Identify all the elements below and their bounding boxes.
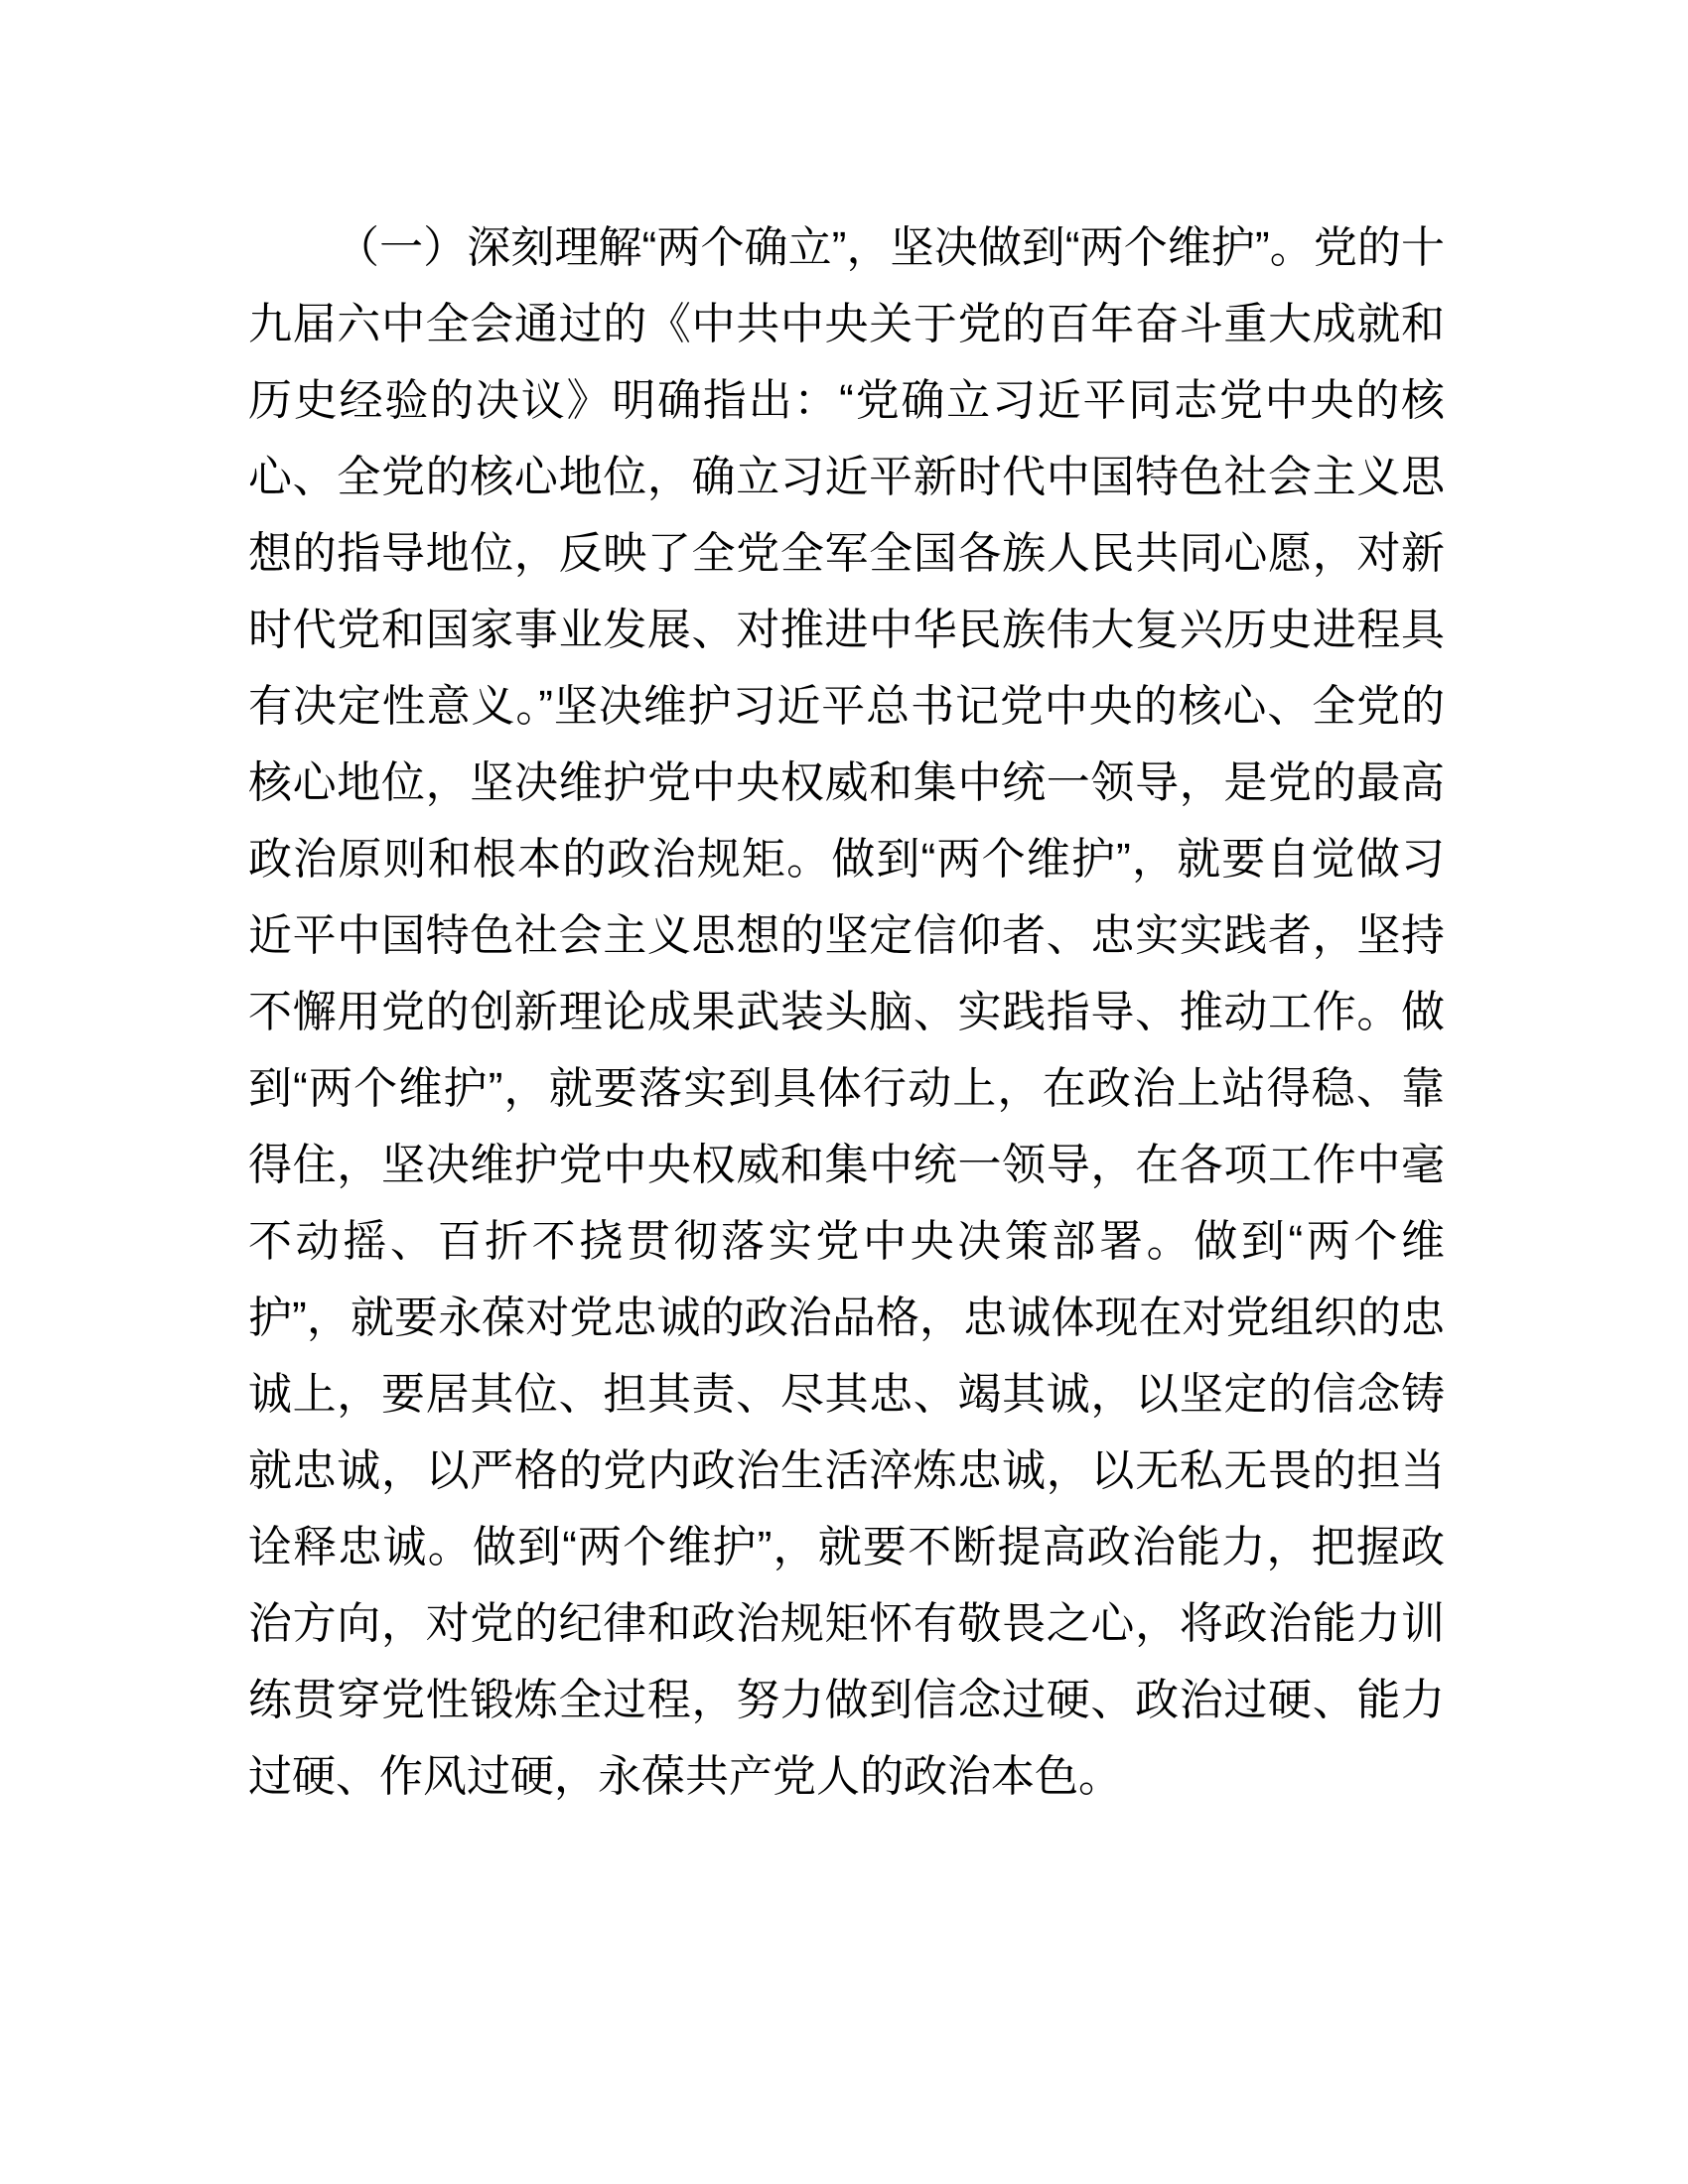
text-block — [248, 209, 1445, 1815]
body-paragraph: （一）深刻理解“两个确立”，坚决做到“两个维护”。党的十九届六中全会通过的《中共中央关于党的百年奋斗重大成就和历史经验的决议》明确指出：“党确立习近平同志党中央的核心、全党的核心地位，确立习近平新时代中国特色社会主义思想的指导地位，反映了全党全军全国各族人民共同心愿，对新时代党和国家事业发展、对推进中华民族伟大复兴历史进程具有决定性意义。”坚决维护习近平总书记党中央的核心、全党的核心地位，坚决维护党中央权威和集中统一领导，是党的最高政治原则和根本的政治规矩。做到“两个维护”，就要自觉做习近平中国特色社会主义思想的坚定信仰者、忠实实践者，坚持不懈用党的创新理论成果武装头脑、实践指导、推动工作。做到“两个维护”，就要落实到具体行动上，在政治上站得稳、靠得住，坚决维护党中央权威和集中统一领导，在各项工作中毫不动摇、百折不挠贯彻落实党中央决策部署。做到“两个维护”，就要永葆对党忠诚的政治品格，忠诚体现在对党组织的忠诚上，要居其位、担其责、尽其忠、竭其诚，以坚定的信念铸就忠诚，以严格的党内政治生活淬炼忠诚，以无私无畏的担当诠释忠诚。做到“两个维护”，就要不断提高政治能力，把握政治方向，对党的纪律和政治规矩怀有敬畏之心，将政治能力训练贯穿党性锻炼全过程，努力做到信念过硬、政治过硬、能力过硬、作风过硬，永葆共产党人的政治本色。 — [248, 223, 1445, 1801]
